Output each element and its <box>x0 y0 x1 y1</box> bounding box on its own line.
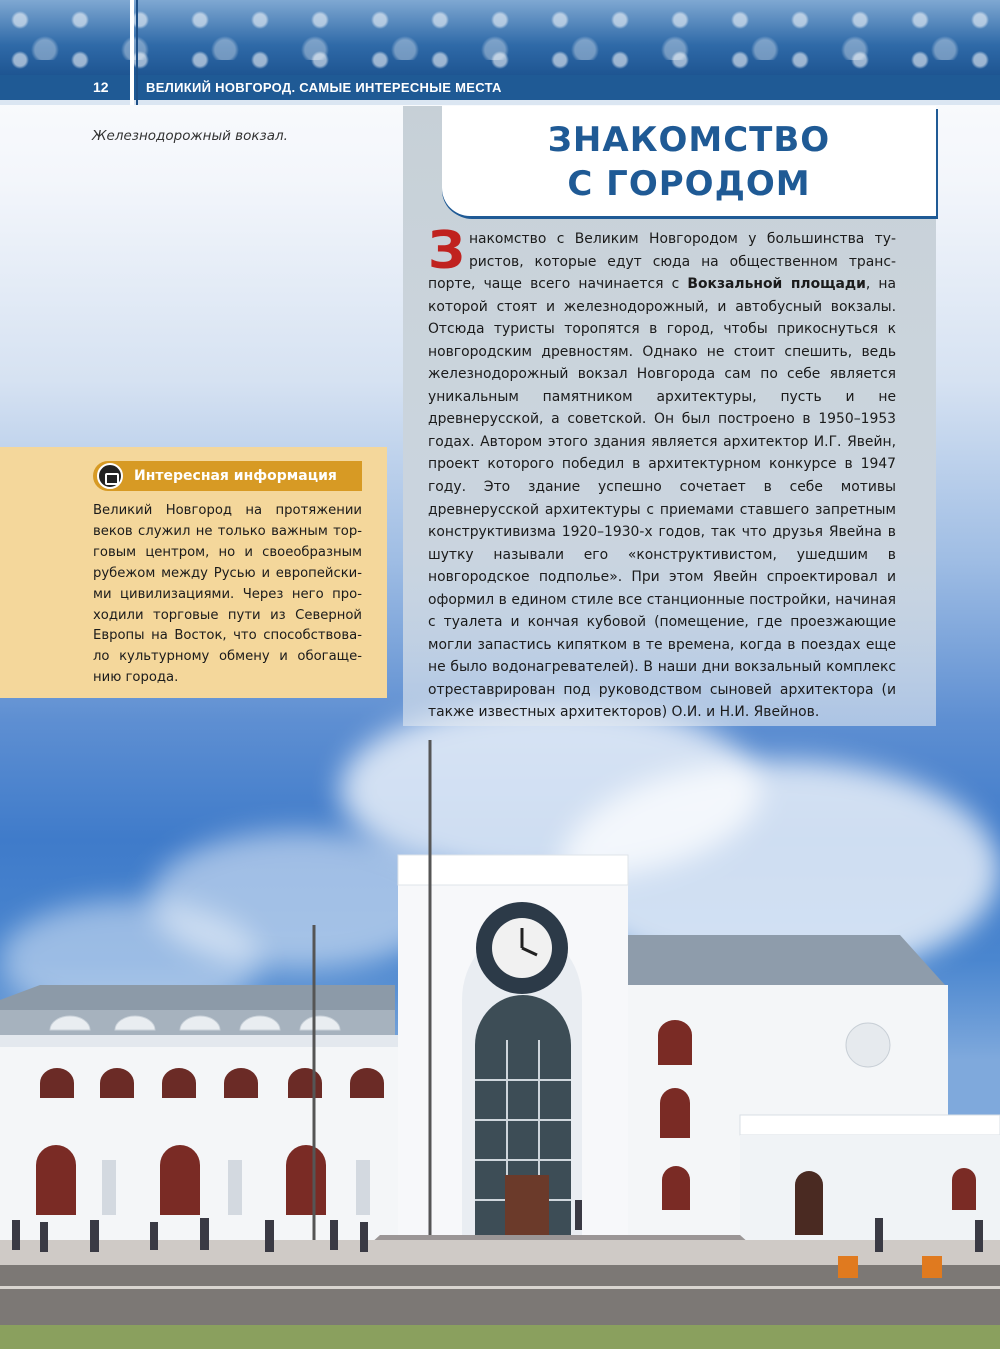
header-divider <box>0 100 1000 105</box>
info-box-text: Великий Новгород на протяжении веков служил не только важным торговым центром, но и своеобразным рубежом между Русью и европейскими цивилизациями. Через него проходили торговые пути из Северной Европы на Восток, что способствовало культурному обмену и обогащению города. <box>93 503 362 686</box>
page-number: 12 <box>93 79 109 95</box>
article-body <box>428 221 896 724</box>
info-badge-icon <box>97 463 123 489</box>
drop-cap: З <box>428 221 465 281</box>
header-ornament <box>0 0 1000 75</box>
article-title-box <box>442 106 936 216</box>
article-bold-term: Вокзальной площади <box>687 276 866 293</box>
article-text-part2: , на которой стоят и железнодорожный, и автобусный вокзалы. Отсюда туристы торопятся в город, чтобы прикоснуться к новгородским древностям. Однако не стоит спешить, ведь железнодорожный вокзал Новгорода сам по себе является уникальным памятником архитектуры, пусть и не древнерусской, а советской. Он был построено в 1950–1953 годах. Автором этого здания является архитектор И.Г. Явейн, проект которого победил в архитектурном конкурсе в 1947 году. Это здание успешно сочетает в себе мотивы древнерусской архитектуры с приемами ставшего запретным конструктивизма 1920–1930-х годов, так что друзья Явейна в шутку называли его «конструктивистом, ушедшим в новгородское подполье». При этом Явейн спроектировал и оформил в едином стиле все станционные постройки, начиная с туалета и кончая кубовой (помещение, где проезжающие могли запастись кипятком в те времена, когда в поездах еще не было водонагревателей). В наши дни вокзальный комплекс отреставрирован под руководством сыновей архитектора (и также известных архитекторов) О.И. и Н.И. Явейнов. <box>428 276 896 721</box>
info-box-title: Интересная информация <box>134 468 337 484</box>
article-text-part1: накомство с Великим Новгородом у большинства туристов, которые едут сюда на общественном транспорте, чаще всего начинается с <box>428 231 896 293</box>
photo-caption: Железнодорожный вокзал. <box>92 128 288 144</box>
article-title-line2: С ГОРОДОМ <box>567 164 811 204</box>
header-separator <box>136 0 138 105</box>
header-separator <box>130 0 134 105</box>
running-title: ВЕЛИКИЙ НОВГОРОД. САМЫЕ ИНТЕРЕСНЫЕ МЕСТА <box>146 80 502 95</box>
article-title-line1: ЗНАКОМСТВО <box>547 120 831 160</box>
